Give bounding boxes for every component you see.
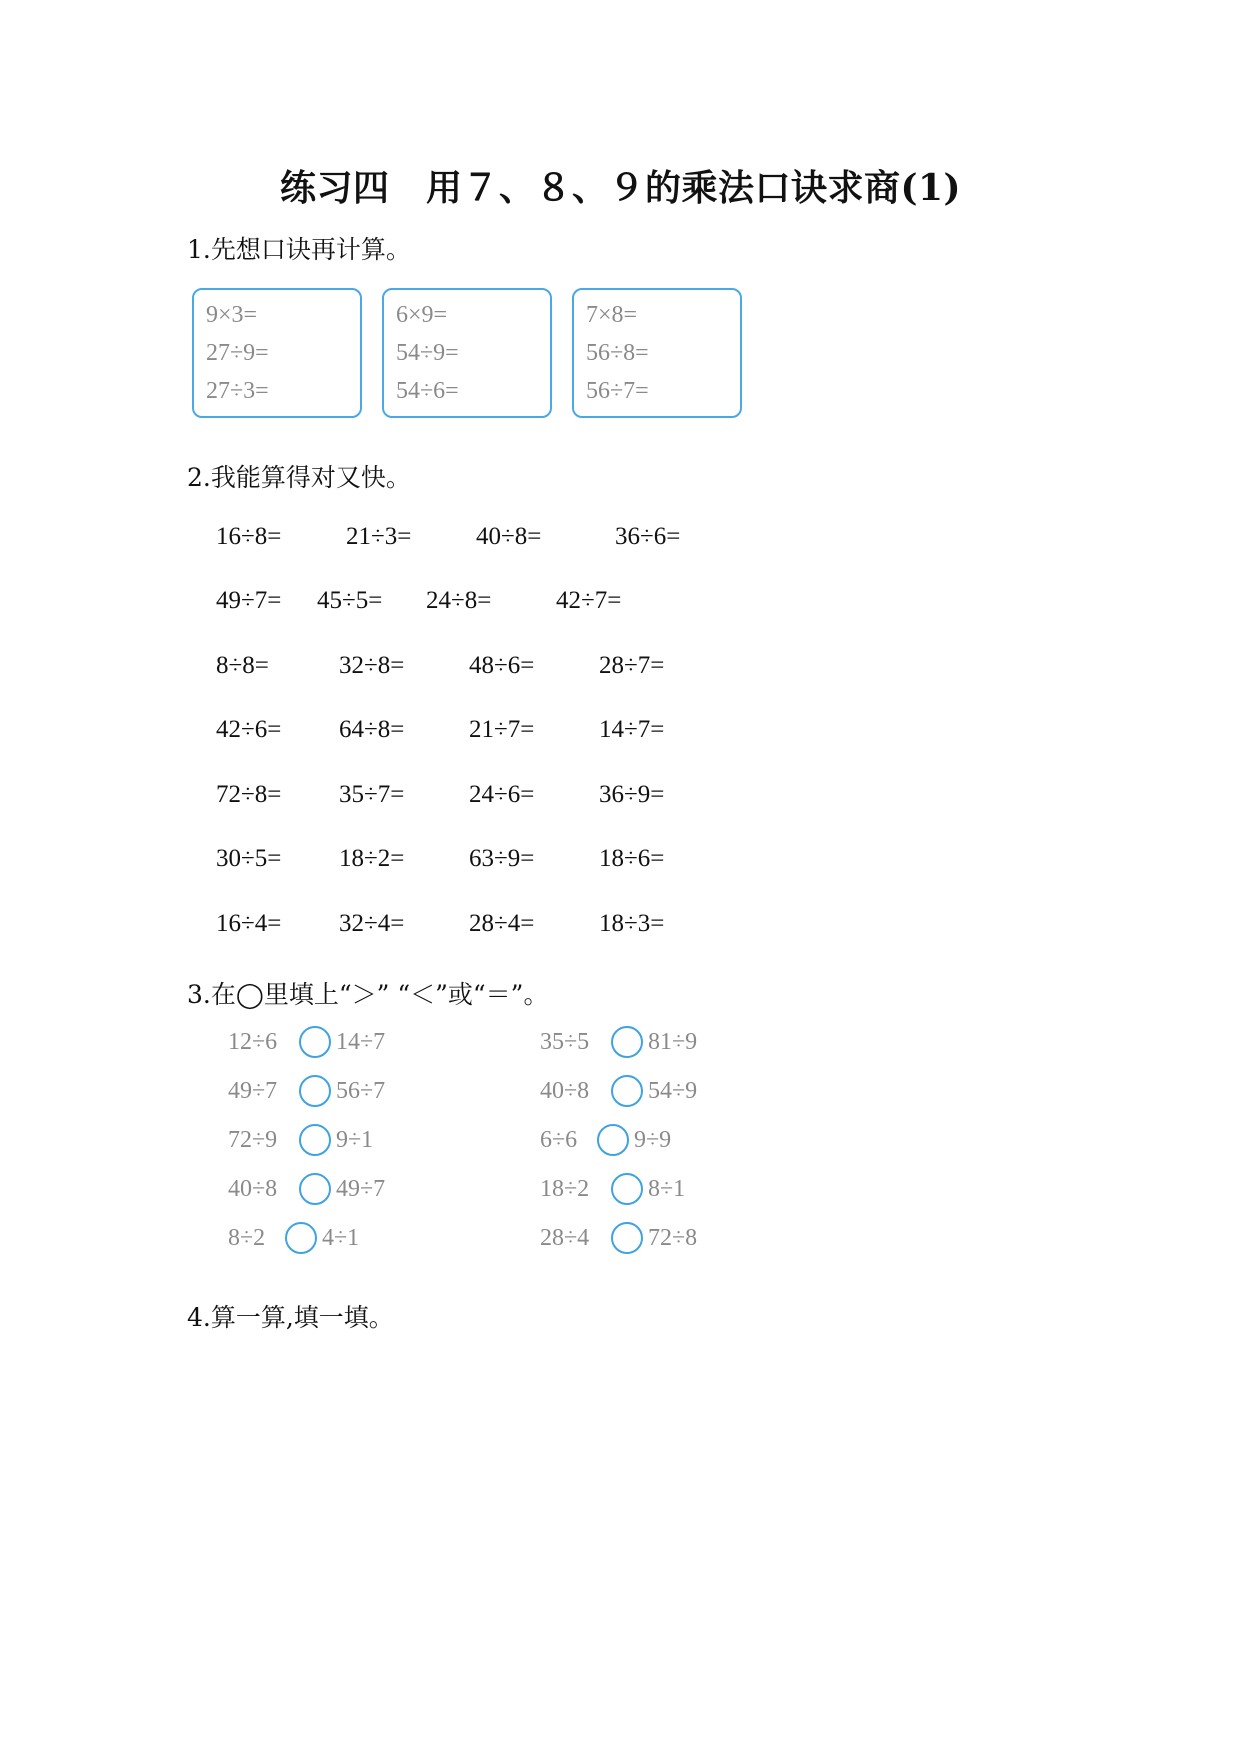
- q3-right-expression: 56÷7: [336, 1078, 386, 1104]
- q2-problem: 35÷7=: [339, 781, 405, 808]
- q2-problem: 63÷9=: [469, 845, 535, 872]
- q1-box-2: [382, 288, 552, 418]
- compare-circle[interactable]: [597, 1124, 629, 1156]
- q1-box-3: [572, 288, 742, 418]
- compare-circle[interactable]: [611, 1222, 643, 1254]
- q1-expression: 7×8=: [586, 302, 638, 328]
- q2-problem: 28÷4=: [469, 910, 535, 937]
- compare-circle[interactable]: [285, 1222, 317, 1254]
- q1-box-1: [192, 288, 362, 418]
- compare-circle[interactable]: [299, 1026, 331, 1058]
- q3-right-expression: 9÷9: [634, 1127, 672, 1153]
- q2-problem: 49÷7=: [216, 587, 282, 614]
- q1-expression: 54÷9=: [396, 340, 459, 366]
- q2-problem: 42÷6=: [216, 716, 282, 743]
- q3-right-expression: 4÷1: [322, 1225, 360, 1251]
- q3-left-expression: 72÷9: [228, 1127, 278, 1153]
- q2-problem: 36÷9=: [599, 781, 665, 808]
- q2-problem: 21÷7=: [469, 716, 535, 743]
- q2-problem: 45÷5=: [317, 587, 383, 614]
- compare-circle[interactable]: [299, 1173, 331, 1205]
- q3-left-expression: 12÷6: [228, 1029, 278, 1055]
- q3-right-expression: 9÷1: [336, 1127, 374, 1153]
- q1-expression: 6×9=: [396, 302, 448, 328]
- q3-left-expression: 6÷6: [540, 1127, 578, 1153]
- q2-problem: 18÷6=: [599, 845, 665, 872]
- q2-problem: 21÷3=: [346, 523, 412, 550]
- question-1-heading: 1.先想口诀再计算。: [187, 235, 411, 264]
- q2-problem: 72÷8=: [216, 781, 282, 808]
- q2-problem: 40÷8=: [476, 523, 542, 550]
- q2-problem: 24÷8=: [426, 587, 492, 614]
- q1-expression: 56÷8=: [586, 340, 649, 366]
- q3-left-expression: 49÷7: [228, 1078, 278, 1104]
- q3-left-expression: 8÷2: [228, 1225, 266, 1251]
- q3-right-expression: 81÷9: [648, 1029, 698, 1055]
- q2-problem: 32÷8=: [339, 652, 405, 679]
- q2-problem: 36÷6=: [615, 523, 681, 550]
- q2-problem: 18÷3=: [599, 910, 665, 937]
- q1-expression: 9×3=: [206, 302, 258, 328]
- compare-circle[interactable]: [611, 1026, 643, 1058]
- q2-problem: 18÷2=: [339, 845, 405, 872]
- q3-right-expression: 49÷7: [336, 1176, 386, 1202]
- q2-problem: 16÷8=: [216, 523, 282, 550]
- q2-problem: 32÷4=: [339, 910, 405, 937]
- question-2-heading: 2.我能算得对又快。: [187, 463, 411, 492]
- q1-expression: 54÷6=: [396, 378, 459, 404]
- q2-problem: 64÷8=: [339, 716, 405, 743]
- question-4-heading: 4.算一算,填一填。: [187, 1303, 394, 1332]
- q3-right-expression: 14÷7: [336, 1029, 386, 1055]
- page-title: 练习四 用７、８、９的乘法口诀求商(1): [279, 167, 962, 209]
- q3-right-expression: 72÷8: [648, 1225, 698, 1251]
- q2-problem: 48÷6=: [469, 652, 535, 679]
- compare-circle[interactable]: [611, 1075, 643, 1107]
- q2-problem: 28÷7=: [599, 652, 665, 679]
- q3-left-expression: 40÷8: [540, 1078, 590, 1104]
- q3-right-expression: 8÷1: [648, 1176, 686, 1202]
- q3-left-expression: 28÷4: [540, 1225, 590, 1251]
- q2-problem: 14÷7=: [599, 716, 665, 743]
- q2-problem: 30÷5=: [216, 845, 282, 872]
- q1-expression: 27÷3=: [206, 378, 269, 404]
- q3-right-expression: 54÷9: [648, 1078, 698, 1104]
- q2-problem: 24÷6=: [469, 781, 535, 808]
- compare-circle[interactable]: [299, 1075, 331, 1107]
- q3-left-expression: 35÷5: [540, 1029, 590, 1055]
- q1-expression: 27÷9=: [206, 340, 269, 366]
- q3-left-expression: 40÷8: [228, 1176, 278, 1202]
- q2-problem: 42÷7=: [556, 587, 622, 614]
- compare-circle[interactable]: [299, 1124, 331, 1156]
- q1-expression: 56÷7=: [586, 378, 649, 404]
- q3-left-expression: 18÷2: [540, 1176, 590, 1202]
- q2-problem: 16÷4=: [216, 910, 282, 937]
- compare-circle[interactable]: [611, 1173, 643, 1205]
- q2-problem: 8÷8=: [216, 652, 269, 679]
- question-3-heading: 3.在◯里填上“＞” “＜”或“＝”。: [187, 980, 549, 1009]
